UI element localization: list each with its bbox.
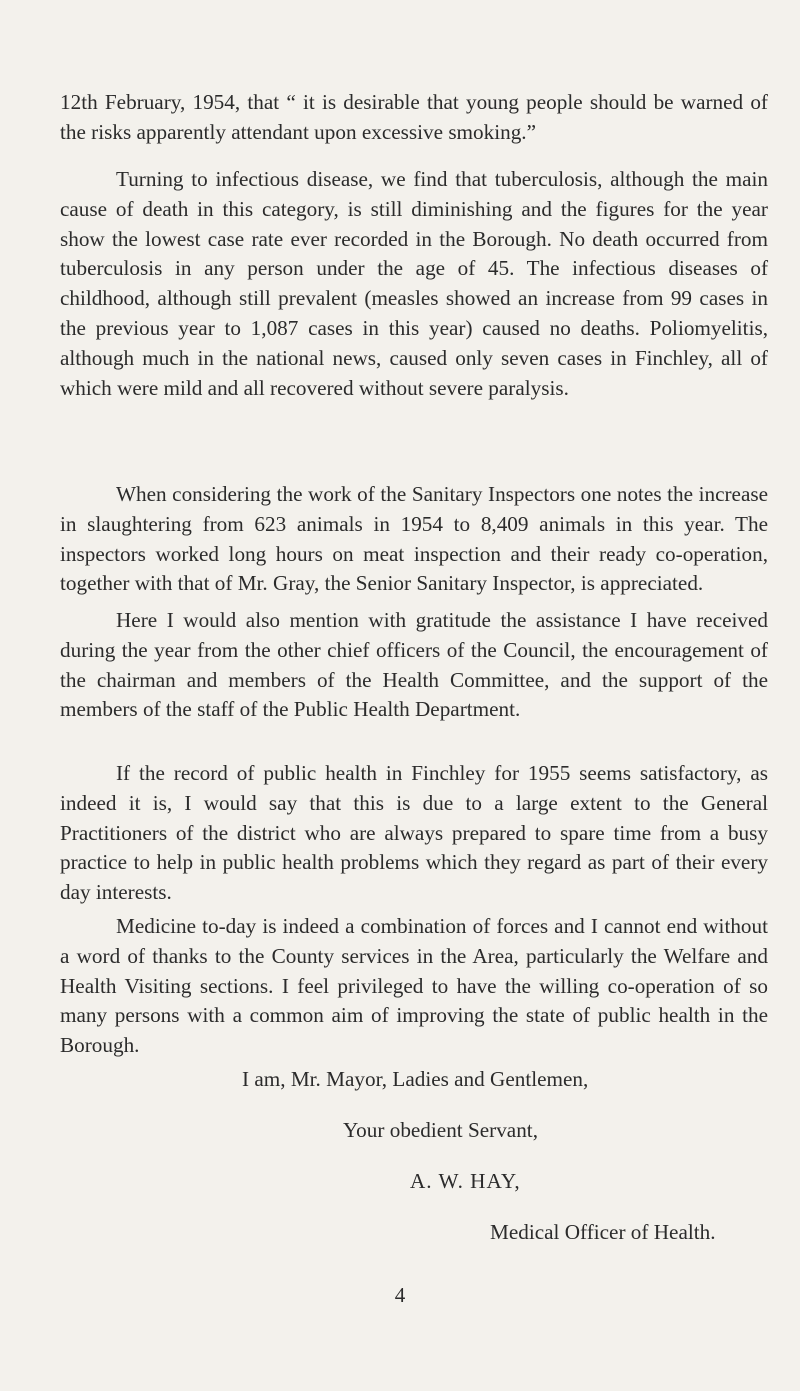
page-number: 4 <box>394 1283 406 1307</box>
paragraph-county-services: Medicine to-day is indeed a combination of forces and I cannot end without a word of thanks to the County services in the Area, particularly the Welfare and Health Visiting sections. I feel privileged to have the willing co-operation of so many persons with a common aim of improving the state of public health in the Borough. <box>60 914 768 1058</box>
paragraph-continued-quote: 12th February, 1954, that “ it is desirable that young people should be warned of the risks apparently attendant upon excessive smoking.” <box>60 90 768 144</box>
paragraph-gratitude: Here I would also mention with gratitude the assistance I have received during the year from the other chief officers of the Council, the encouragement of the chairman and members of the Health Committee, and the support of the members of the staff of the Public Health Department. <box>60 608 768 722</box>
closing-salutation: I am, Mr. Mayor, Ladies and Gentlemen, <box>242 1067 589 1091</box>
signatory-title: Medical Officer of Health. <box>490 1220 716 1244</box>
closing-valediction: Your obedient Servant, <box>343 1118 538 1142</box>
paragraph-general-practitioners: If the record of public health in Finchley for 1955 seems satisfactory, as indeed it is, I would say that this is due to a large extent to the General Practitioners of the district who are always prepared to spare time from a busy practice to help in public health problems which they regard as part of their every day interests. <box>60 761 768 905</box>
signatory-name: A. W. HAY, <box>410 1169 521 1193</box>
paragraph-infectious-disease: Turning to infectious disease, we find that tuberculosis, although the main cause of death in this category, is still diminishing and the figures for the year show the lowest case rate ever recorded in the Borough. No death occurred from tuberculosis in any person under the age of 45. The infectious diseases of childhood, although still prevalent (measles showed an increase from 99 cases in the previous year to 1,087 cases in this year) caused no deaths. Poliomyelitis, although much in the national news, caused only seven cases in Finchley, all of which were mild and all recovered without severe paralysis. <box>60 167 768 400</box>
paragraph-sanitary-inspectors: When considering the work of the Sanitary Inspectors one notes the increase in slaughtering from 623 animals in 1954 to 8,409 animals in this year. The inspectors worked long hours on meat inspection and their ready co-operation, together with that of Mr. Gray, the Senior Sanitary Inspector, is appreciated. <box>60 482 768 596</box>
